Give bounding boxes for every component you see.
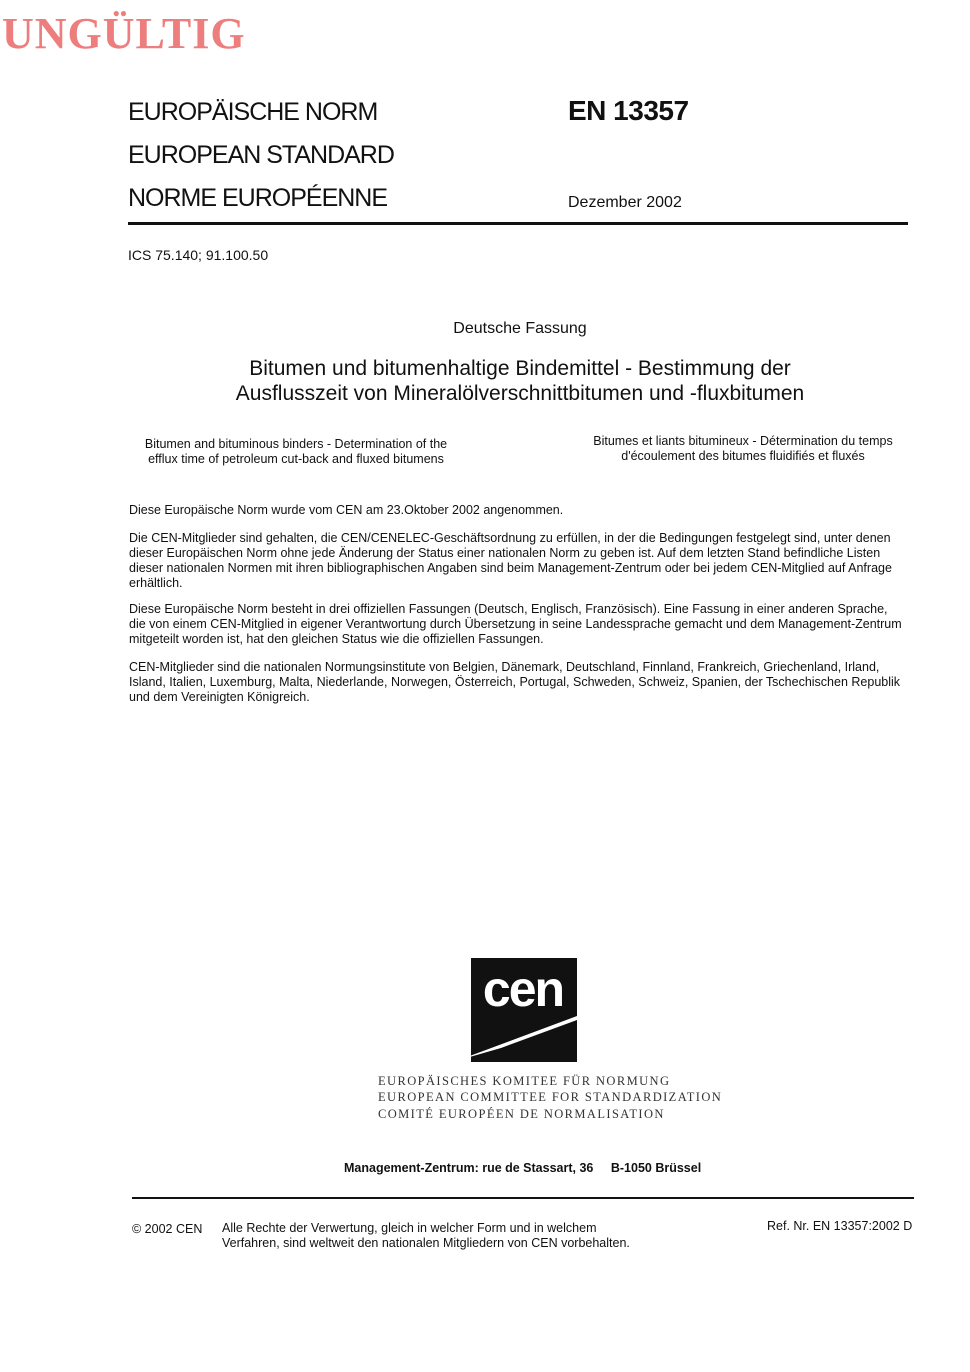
title-fr-line-2: d'écoulement des bitumes fluidifiés et fluxés xyxy=(621,449,865,463)
paragraph-members: CEN-Mitglieder sind die nationalen Normungsinstitute von Belgien, Dänemark, Deutschland, Finnland, Frankreich, Griechenland, Irland, Island, Italien, Luxemburg, Malta, Niederlande, Norwegen, Österreich, Portugal, Schweden, Schweiz, Spanien, der Tschechischen Republik und dem Vereinigten Königreich. xyxy=(129,660,901,704)
ics-code: ICS 75.140; 91.100.50 xyxy=(128,247,269,263)
title-english xyxy=(128,437,464,467)
title-line-1: Bitumen und bitumenhaltige Bindemittel - Bestimmung der xyxy=(249,357,791,380)
standard-number: EN 13357 xyxy=(568,95,689,126)
org-name-de: EUROPÄISCHES KOMITEE FÜR NORMUNG xyxy=(378,1074,671,1088)
cen-logo-graphic xyxy=(471,958,577,1062)
management-city: B-1050 Brüssel xyxy=(610,1161,702,1175)
document-title xyxy=(140,356,900,406)
norm-title-fr: NORME EUROPÉENNE xyxy=(128,184,388,212)
management-street: Management-Zentrum: rue de Stassart, 36 xyxy=(344,1161,594,1175)
footer-divider xyxy=(132,1197,914,1199)
rights-line-1: Alle Rechte der Verwertung, gleich in welcher Form und in welchem xyxy=(222,1221,597,1235)
header-divider xyxy=(128,222,908,225)
cen-logo xyxy=(471,958,577,1062)
paragraph-obligations: Die CEN-Mitglieder sind gehalten, die CEN/CENELEC-Geschäftsordnung zu erfüllen, in der die Bedingungen festgelegt sind, unter denen dieser Europäischen Norm ohne jede Änderung der Status einer nationalen Norm zu geben ist. Auf dem letzten Stand befindliche Listen dieser nationalen Normen mit ihren bibliographischen Angaben sind beim Management-Zentrum oder bei jedem CEN-Mitglied auf Anfrage erhältlich. xyxy=(129,531,892,590)
title-en-line-1: Bitumen and bituminous binders - Determination of the xyxy=(144,437,448,451)
rights-line-2: Verfahren, sind weltweit den nationalen Mitgliedern von CEN vorbehalten. xyxy=(222,1236,630,1250)
invalid-stamp: UNGÜLTIG xyxy=(2,9,246,58)
publication-date: Dezember 2002 xyxy=(568,194,682,211)
norm-title-de: EUROPÄISCHE NORM xyxy=(128,98,378,126)
rights-notice xyxy=(222,1221,662,1251)
title-line-2: Ausflusszeit von Mineralölverschnittbitumen und -fluxbitumen xyxy=(235,382,805,405)
management-address xyxy=(344,1161,701,1175)
title-fr-line-1: Bitumes et liants bitumineux - Détermination du temps xyxy=(593,434,893,448)
reference-number: Ref. Nr. EN 13357:2002 D xyxy=(767,1219,913,1233)
paragraph-versions: Diese Europäische Norm besteht in drei offiziellen Fassungen (Deutsch, Englisch, Französisch). Eine Fassung in einer anderen Sprache, die von einem CEN-Mitglied in eigener Verantwortung durch Übersetzung in seine Landessprache gemacht und dem Management-Zentrum mitgeteilt worden ist, hat den gleichen Status wie die offiziellen Fassungen. xyxy=(129,602,902,646)
norm-title-en: EUROPEAN STANDARD xyxy=(128,141,394,169)
title-french xyxy=(578,434,908,464)
org-name-en: EUROPEAN COMMITTEE FOR STANDARDIZATION xyxy=(378,1090,723,1104)
version-label: Deutsche Fassung xyxy=(453,320,587,337)
cen-logo-text: cen xyxy=(482,961,564,1017)
title-en-line-2: efflux time of petroleum cut-back and fluxed bitumens xyxy=(148,452,444,466)
copyright: © 2002 CEN xyxy=(132,1222,203,1236)
paragraph-adoption: Diese Europäische Norm wurde vom CEN am 23.Oktober 2002 angenommen. xyxy=(129,503,564,517)
org-name-fr: COMITÉ EUROPÉEN DE NORMALISATION xyxy=(378,1107,665,1121)
